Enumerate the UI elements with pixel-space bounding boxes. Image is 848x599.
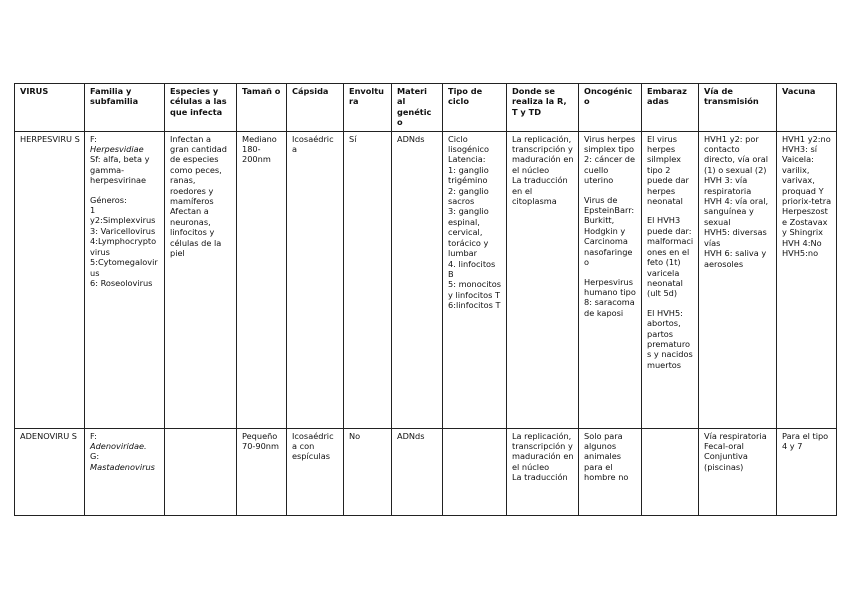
cell-donde — [507, 131, 579, 428]
embarazadas-item: El HVH3 puede dar: malformaciones en el feto (1t) varicela neonatal (ult 5d) — [647, 215, 694, 299]
donde-item: La replicación, transcripción y maduración en el núcleo — [512, 133, 574, 175]
transmision-item: HVH 3: vía respiratoria — [704, 175, 752, 196]
donde-item: La traducción — [512, 472, 568, 483]
cell-vacuna: Para el tipo 4 y 7 — [777, 428, 837, 515]
cell-donde — [507, 428, 579, 515]
cell-ciclo — [443, 131, 507, 428]
ciclo-item: 5: monocitos y linfocitos T — [448, 279, 502, 300]
cell-material: ADNds — [392, 428, 443, 515]
cell-material: ADNds — [392, 131, 443, 428]
ciclo-item: 4. linfocitos B — [448, 258, 496, 279]
transmision-item: HVH1 y2: por contacto directo, vía oral (1) o sexual (2) — [704, 133, 769, 175]
genero-name: Mastadenovirus — [90, 461, 155, 472]
cell-especies: Infectan a gran cantidad de especies como peces, ranas, roedores y mamíferos Afectan a neuronas, linfocitos y células de la piel — [165, 131, 237, 428]
header-row — [15, 84, 837, 132]
genero-item: 3: Varicellovirus — [90, 225, 156, 236]
header-tamano: Tamañ o — [237, 84, 287, 132]
vacuna-item: HVH 4:No — [782, 237, 822, 248]
header-capsida: Cápsida — [287, 84, 344, 132]
header-familia: Familia y subfamilia — [85, 84, 165, 132]
cell-capsida: Icosaédric a con espículas — [287, 428, 344, 515]
transmision-item: HVH 6: saliva y aerosoles — [704, 248, 767, 269]
cell-oncogenico — [579, 131, 642, 428]
oncogenico-item: Virus herpes simplex tipo 2: cáncer de cuello uterino — [584, 133, 636, 186]
cell-oncogenico: Solo para algunos animales para el hombre no — [579, 428, 642, 515]
header-transmision: Vía de transmisión — [699, 84, 777, 132]
familia-prefix: F: — [90, 430, 97, 441]
vacuna-item: HVH5:no — [782, 248, 819, 259]
table-row-herpesvirus — [15, 131, 837, 428]
cell-embarazadas — [642, 131, 699, 428]
cell-virus: ADENOVIRU S — [15, 428, 85, 515]
ciclo-item: 2: ganglio sacros — [448, 185, 489, 207]
generos-title: Géneros: — [90, 194, 127, 205]
header-envoltura: Envoltu ra — [344, 84, 392, 132]
cell-embarazadas — [642, 428, 699, 515]
cell-capsida: Icosaédric a — [287, 131, 344, 428]
table-row-adenovirus — [15, 428, 837, 515]
cell-tamano: Pequeño 70-90nm — [237, 428, 287, 515]
genero-item: 4:Lymphocryptovirus — [90, 236, 157, 257]
transmision-item: Conjuntiva (piscinas) — [704, 451, 748, 472]
header-vacuna: Vacuna — [777, 84, 837, 132]
cell-virus: HERPESVIRU S — [15, 131, 85, 428]
header-ciclo: Tipo de ciclo — [443, 84, 507, 132]
genero-prefix: G: — [90, 451, 100, 462]
vacuna-item: HVH3: sí Vaicela: varilix, varivax, proquad Y priorix-tetra Herpeszoste Zostavax y Shingrix — [782, 144, 832, 238]
oncogenico-item: Herpesvirus humano tipo 8: saracoma de kaposi — [584, 276, 636, 318]
subfamilia: Sf: alfa, beta y gamma-herpesvirinae — [90, 154, 150, 186]
ciclo-item: 3: ganglio espinal, cervical, torácico y lumbar — [448, 206, 489, 259]
transmision-item: Fecal-oral — [704, 441, 744, 452]
header-donde: Donde se realiza la R, T y TD — [507, 84, 579, 132]
header-material: Materi al genétic o — [392, 84, 443, 132]
transmision-item: Vía respiratoria — [704, 430, 767, 441]
header-embarazadas: Embaraz adas — [642, 84, 699, 132]
header-virus: VIRUS — [15, 84, 85, 132]
transmision-item: HVH5: diversas vías — [704, 227, 767, 248]
ciclo-item: Ciclo lisogénico — [448, 133, 490, 155]
header-oncogenico: Oncogénic o — [579, 84, 642, 132]
ciclo-item: 1: ganglio trigémino — [448, 164, 489, 186]
genero-item: 6: Roseolovirus — [90, 277, 153, 288]
oncogenico-item: Virus de EpsteinBarr: Burkitt, Hodgkin y Carcinoma nasofaringeo — [584, 194, 635, 268]
cell-familia — [85, 131, 165, 428]
familia-name: Adenoviridae. — [90, 441, 147, 452]
cell-vacuna — [777, 131, 837, 428]
cell-transmision — [699, 428, 777, 515]
cell-envoltura: No — [344, 428, 392, 515]
cell-ciclo — [443, 428, 507, 515]
cell-envoltura: Sí — [344, 131, 392, 428]
genero-item: 5:Cytomegalovirus — [90, 257, 158, 278]
transmision-item: HVH 4: vía oral, sanguínea y sexual — [704, 196, 769, 227]
cell-familia — [85, 428, 165, 515]
cell-especies — [165, 428, 237, 515]
ciclo-item: Latencia: — [448, 154, 486, 165]
vacuna-item: HVH1 y2:no — [782, 133, 831, 144]
familia-name: Herpesvidiae — [90, 144, 144, 155]
ciclo-item: 6:linfocitos T — [448, 300, 501, 311]
genero-item: 1 y2:Simplexvirus — [90, 205, 156, 226]
embarazadas-item: El virus herpes silmplex tipo 2 puede dar herpes neonatal — [647, 133, 689, 207]
cell-tamano: Mediano 180-200nm — [237, 131, 287, 428]
header-especies: Especies y células a las que infecta — [165, 84, 237, 132]
donde-item: La replicación, transcripción y maduración en el núcleo — [512, 430, 574, 472]
cell-transmision — [699, 131, 777, 428]
donde-item: La traducción en el citoplasma — [512, 175, 568, 207]
embarazadas-item: El HVH5: abortos, partos prematuros y nacidos muertos — [647, 307, 693, 370]
familia-prefix: F: — [90, 133, 97, 144]
virus-table — [14, 83, 837, 516]
